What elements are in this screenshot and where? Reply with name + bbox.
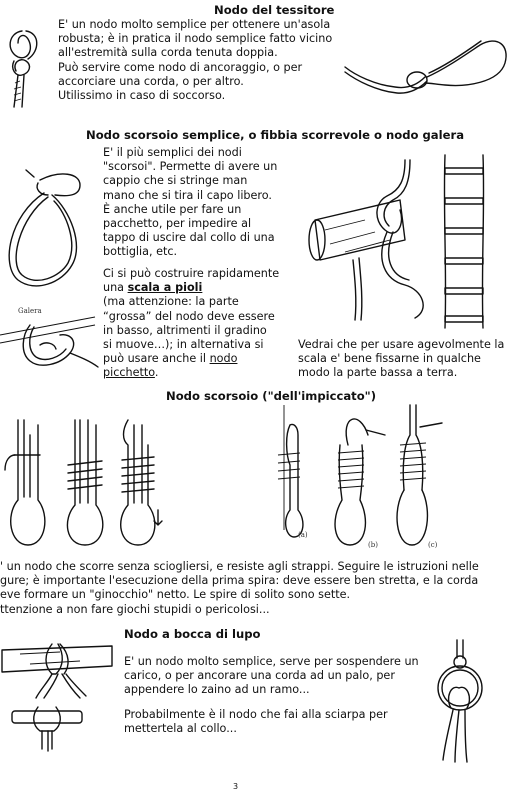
text-fragment: può usare anche il bbox=[103, 352, 210, 366]
section-title-impiccato: Nodo scorsoio ("dell'impiccato") bbox=[166, 389, 377, 403]
text-line: Utilissimo in caso di soccorso. bbox=[58, 89, 226, 103]
tessitore-description bbox=[58, 18, 332, 103]
text-line bbox=[103, 366, 279, 380]
section-title-scorsoio-semplice: Nodo scorsoio semplice, o fibbia scorrevole o nodo galera bbox=[86, 128, 465, 142]
text-line: "scorsoi". Permette di avere un bbox=[103, 160, 278, 174]
figure-label-c: (c) bbox=[428, 541, 438, 549]
text-line: bottiglia, etc. bbox=[103, 245, 178, 259]
hangman-figure-c bbox=[397, 405, 442, 549]
galera-illustration bbox=[0, 305, 100, 380]
tessitore-knot-illustration bbox=[0, 25, 50, 110]
scala-a-pioli-link[interactable]: scala a pioli bbox=[127, 281, 203, 295]
girth-hitch-bar-illustration bbox=[10, 705, 85, 753]
nodo-picchetto-link-part2[interactable]: picchetto bbox=[103, 366, 155, 380]
page-number: 3 bbox=[233, 782, 239, 791]
text-line: tappo di uscire dal collo di una bbox=[103, 231, 275, 245]
text-line: modo la parte bassa a terra. bbox=[298, 366, 458, 380]
text-line: E' un nodo molto semplice, serve per sospendere un bbox=[124, 655, 419, 668]
rope-ladder-illustration bbox=[435, 150, 495, 330]
text-line: all'estremità sulla corda tenuta doppia. bbox=[58, 46, 278, 60]
text-line: Probabilmente è il nodo che fai alla sciarpa per bbox=[124, 708, 388, 721]
text-line: mano che si tira il capo libero. bbox=[103, 188, 272, 202]
hangman-figure-a bbox=[278, 405, 308, 539]
text-line: appendere lo zaino ad un ramo... bbox=[124, 683, 310, 697]
bocca-di-lupo-description bbox=[124, 655, 419, 698]
text-line: E' il più semplici dei nodi bbox=[103, 146, 242, 159]
text-line: Ci si può costruire rapidamente bbox=[103, 267, 280, 280]
text-line: cappio che si stringe man bbox=[103, 174, 248, 188]
girth-hitch-log-illustration bbox=[0, 640, 115, 700]
hangman-step-3 bbox=[121, 420, 162, 545]
text-line: in basso, altrimenti il gradino bbox=[103, 323, 267, 337]
scorsoio-semplice-description bbox=[103, 146, 277, 260]
text-line: carico, o per ancorare una corda ad un palo, per bbox=[124, 669, 395, 683]
text-line: Può servire come nodo di ancoraggio, o per bbox=[58, 60, 303, 74]
galera-label: Galera bbox=[18, 307, 42, 315]
text-line: accorciare una corda, o per altro. bbox=[58, 74, 244, 88]
bocca-di-lupo-note bbox=[124, 708, 388, 736]
text-line: pacchetto, per impedire al bbox=[103, 217, 252, 231]
slip-loop-illustration bbox=[0, 165, 95, 295]
figure-label-b: (b) bbox=[368, 541, 378, 549]
ladder-paragraph bbox=[103, 267, 279, 381]
figure-label-a: (a) bbox=[298, 531, 308, 539]
hangman-steps-illustration bbox=[0, 415, 165, 555]
girth-hitch-ring-illustration bbox=[425, 638, 495, 763]
text-line: (ma attenzione: la parte bbox=[103, 295, 239, 309]
section-title-bocca-di-lupo: Nodo a bocca di lupo bbox=[124, 627, 261, 641]
text-line: scala e' bene fissarne in qualche bbox=[298, 352, 481, 366]
section-title-tessitore: Nodo del tessitore bbox=[214, 3, 335, 17]
hangman-step-2 bbox=[67, 420, 102, 545]
text-line: robusta; è in pratica il nodo semplice fatto vicino bbox=[58, 32, 333, 46]
impiccato-description bbox=[0, 560, 479, 617]
text-fragment: . bbox=[154, 366, 159, 380]
log-hitch-illustration bbox=[305, 160, 435, 320]
ladder-rungs bbox=[445, 168, 483, 322]
text-line: “grossa” del nodo deve essere bbox=[103, 309, 275, 323]
text-line: ttenzione a non fare giochi stupidi o pericolosi... bbox=[0, 602, 270, 616]
ladder-note bbox=[298, 338, 504, 381]
text-line: eve formare un "ginocchio" netto. Le spire di solito sono sette. bbox=[0, 588, 351, 602]
text-line bbox=[103, 352, 279, 366]
text-line: ' un nodo che scorre senza sciogliersi, e resiste agli strappi. Seguire le istruzioni nelle bbox=[0, 560, 479, 573]
text-line: E' un nodo molto semplice per ottenere un'asola bbox=[58, 18, 331, 31]
tessitore-loop-illustration bbox=[345, 25, 510, 105]
text-line: Vedrai che per usare agevolmente la bbox=[298, 338, 505, 351]
text-line: È anche utile per fare un bbox=[103, 202, 242, 216]
text-fragment: una bbox=[103, 281, 128, 295]
hangman-step-1 bbox=[5, 420, 45, 545]
text-line: si muove…); in alternativa si bbox=[103, 338, 264, 352]
text-line: gure; è importante l'esecuzione della prima spira: deve essere ben stretta, e la corda bbox=[0, 574, 479, 588]
text-line: mettertela al collo... bbox=[124, 722, 237, 736]
hangman-figure-b bbox=[335, 419, 385, 549]
text-line bbox=[103, 281, 279, 295]
hangman-figures-abc bbox=[270, 405, 450, 555]
nodo-picchetto-link-part1[interactable]: nodo bbox=[209, 352, 238, 366]
